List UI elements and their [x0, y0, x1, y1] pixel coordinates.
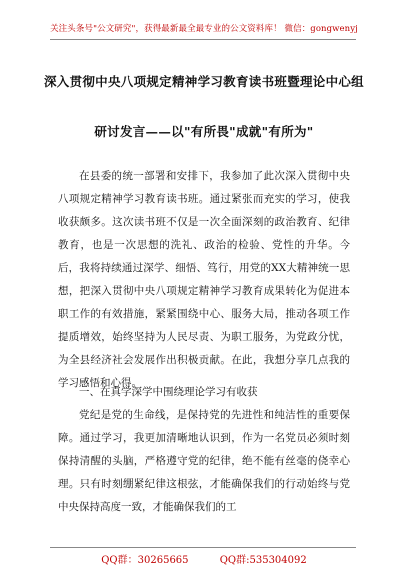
header-note: 关注头条号"公文研究"，获得最新最全最专业的公文资料库！ 微信：gongwenyj — [50, 24, 358, 34]
document-subtitle: 研讨发言——以"有所畏"成就"有所为" — [94, 124, 314, 139]
footer-qq-group-2: QQ群:535304092 — [219, 555, 307, 566]
section-heading: 一、在真学深学中围绕理论学习有收获 — [79, 386, 258, 398]
footer-contact — [0, 551, 408, 566]
footer-divider — [50, 547, 356, 548]
document-title: 深入贯彻中央八项规定精神学习教育读书班暨理论中心组 — [43, 74, 364, 89]
body-paragraph-1: 在县委的统一部署和安排下，我参加了此次深入贯彻中央八项规定精神学习教育读书班。通过紧张而充实的学习，使我收获颇多。这次读书班不仅是一次全面深刻的政治教育、纪律教育，也是一次思想的洗礼、政治的检验、党性的升华。今后，我将持续通过深学、细悟、笃行，用党的XX大精神统一思想，把深入贯彻中央八项规定精神学习教育成果转化为促进本职工作的有效措施，紧紧围绕中心、服务大局，推动各项工作提质增效，始终坚持为人民尽责、为职工服务，为党政分忧，为全县经济社会发展作出积极贡献。在此，我想分享几点我的学习感悟和心得。 — [58, 170, 350, 389]
header-divider — [50, 39, 356, 40]
body-paragraph-2: 党纪是党的生命线，是保持党的先进性和纯洁性的重要保障。通过学习，我更加清晰地认识到，作为一名党员必须时刻保持清醒的头脑，严格遵守党的纪律，绝不能有丝毫的侥幸心理。只有时刻绷紧纪律这根弦，才能确保我们的行动始终与党中央保持高度一致，才能确保我们的工 — [58, 409, 350, 513]
footer-qq-group-1: QQ群：30265665 — [101, 555, 189, 566]
